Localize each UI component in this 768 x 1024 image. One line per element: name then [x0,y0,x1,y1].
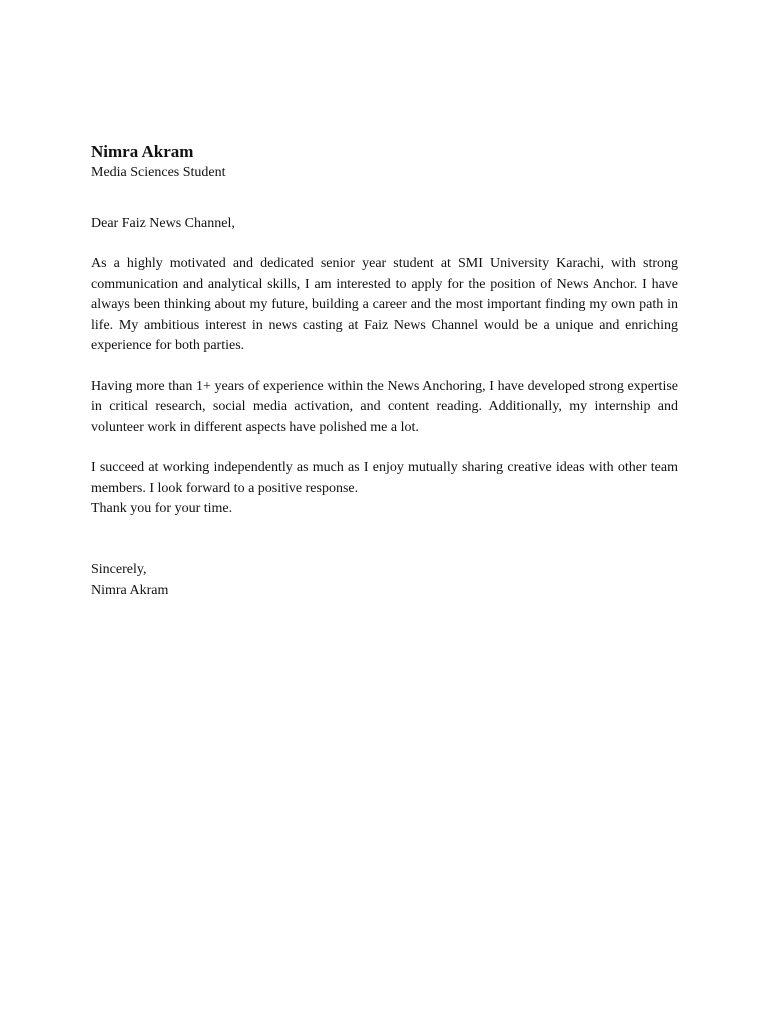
body-paragraph-1: As a highly motivated and dedicated senior year student at SMI University Karachi, with strong communication and analytical skills, I am interested to apply for the position of News Anchor. I have always been thinking about my future, building a career and the most important finding my own path in life. My ambitious interest in news casting at Faiz News Channel would be a unique and enriching experience for both parties. [91,256,678,353]
sender-name: Nimra Akram [91,142,194,161]
closing: Sincerely, [91,561,147,577]
salutation: Dear Faiz News Channel, [91,216,235,231]
cover-letter [91,141,678,601]
sender-title: Media Sciences Student [91,165,226,180]
signature: Nimra Akram [91,582,169,598]
body-paragraph-2: Having more than 1+ years of experience within the News Anchoring, I have developed strong expertise in critical research, social media activation, and content reading. Additionally, my internship and volunteer work in different aspects have polished me a lot. [91,378,678,435]
thanks-line: Thank you for your time. [91,501,233,516]
body-paragraph-3: I succeed at working independently as much as I enjoy mutually sharing creative ideas with other team members. I look forward to a positive response. [91,460,678,496]
